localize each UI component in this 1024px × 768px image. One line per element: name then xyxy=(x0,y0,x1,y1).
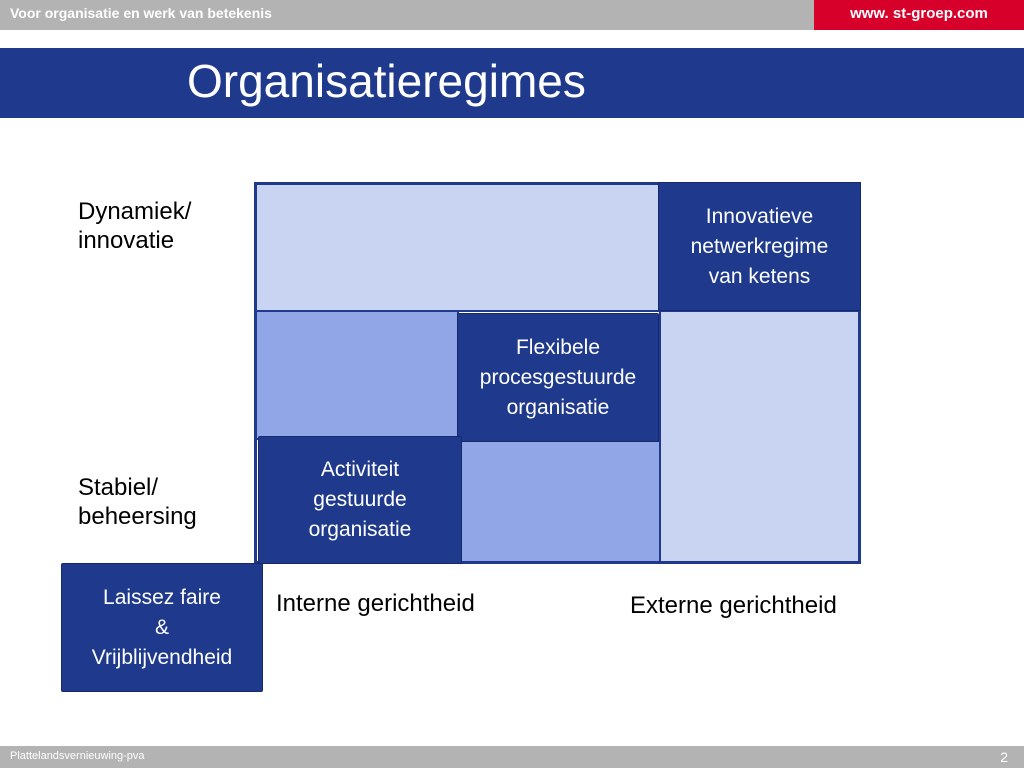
axis-label-internal: Interne gerichtheid xyxy=(276,590,475,617)
regime-flexibel-proces: Flexibele procesgestuurde organisatie xyxy=(457,313,659,442)
title-bar xyxy=(0,48,1024,118)
footer-text: Plattelandsvernieuwing-pva xyxy=(10,750,145,762)
page-number: 2 xyxy=(1000,749,1008,765)
axis-label-dynamic: Dynamiek/ innovatie xyxy=(78,198,192,254)
axis-label-stable: Stabiel/ beheersing xyxy=(78,474,197,530)
axis-label-external: Externe gerichtheid xyxy=(630,592,837,619)
regime-laissez-faire: Laissez faire & Vrijblijvendheid xyxy=(61,563,263,692)
header-tagline: Voor organisatie en werk van betekenis xyxy=(10,5,272,21)
bottom-bar xyxy=(0,746,1024,768)
regime-activiteit-gestuurd: Activiteit gestuurde organisatie xyxy=(258,436,462,564)
regime-innovatief-netwerk: Innovatieve netwerkregime van ketens xyxy=(658,182,861,311)
website-link[interactable]: www. st-groep.com xyxy=(814,0,1024,30)
slide-title: Organisatieregimes xyxy=(187,55,586,107)
top-bar xyxy=(0,0,1024,30)
